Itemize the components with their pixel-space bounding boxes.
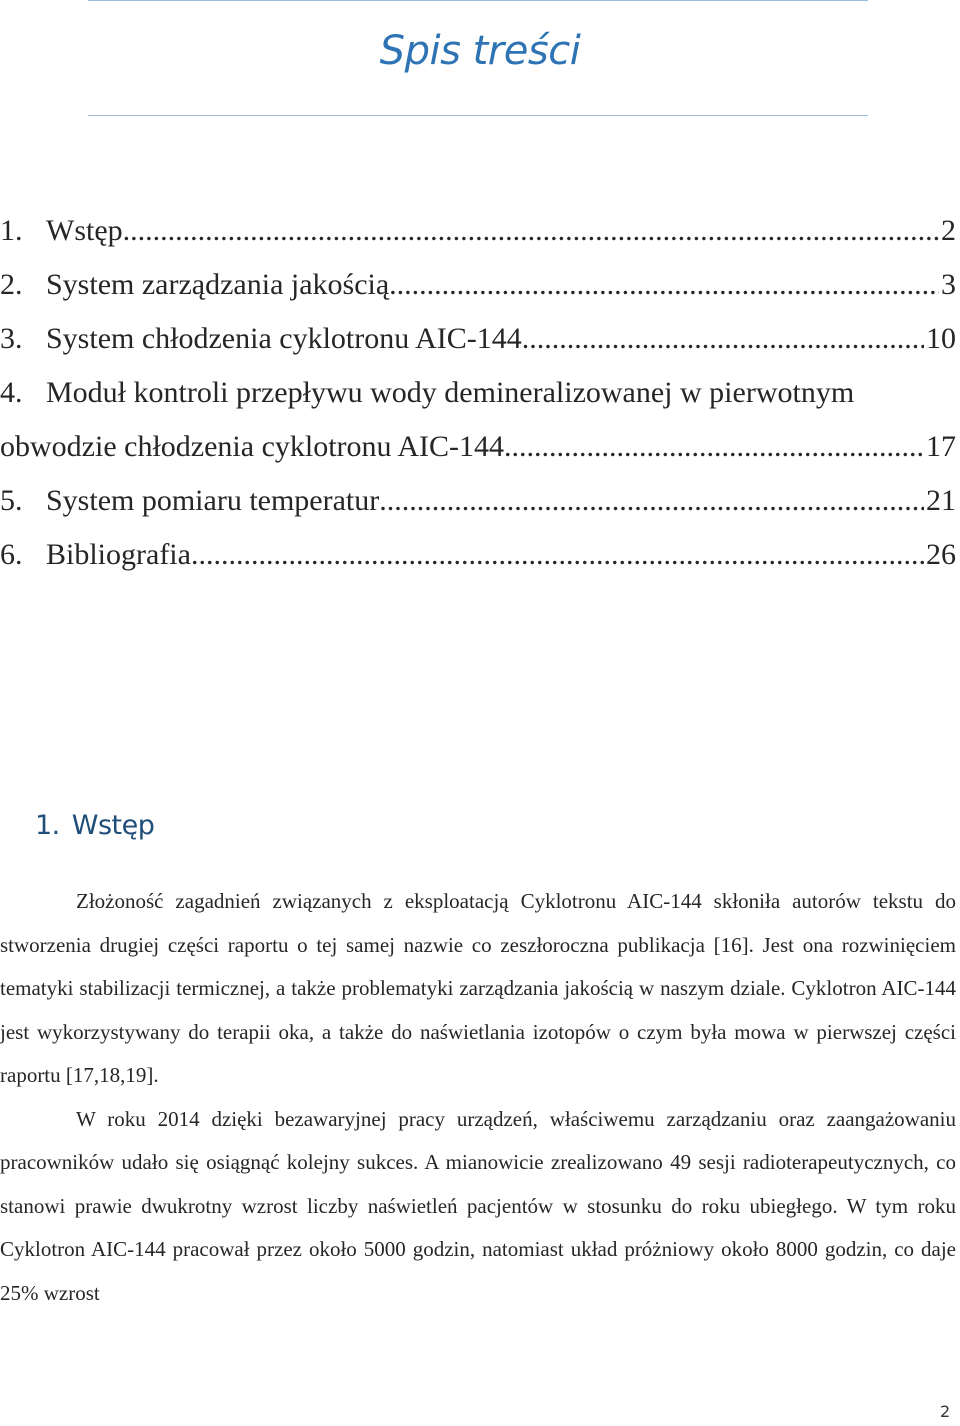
toc-entry-wstep[interactable] xyxy=(0,208,956,262)
toc-entry-page: 26 xyxy=(926,538,956,571)
toc-entry-title-line1: Moduł kontroli przepływu wody demineralizowanej w pierwotnym xyxy=(46,376,855,409)
toc-leader-dots xyxy=(191,532,924,578)
paragraph: Złożoność zagadnień związanych z eksploatacją Cyklotronu AIC-144 skłoniła autorów tekstu do stworzenia drugiej części raportu o tej samej nazwie co zeszłoroczna publikacja [16]. Jest ona rozwinięciem tematyki stabilizacji termicznej, a także problematyki zarządzania jakością w naszym dziale. Cyklotron AIC-144 jest wykorzystywany do terapii oka, a także do naświetlania izotopów o czym była mowa w pierwszej części raportu [17,18,19]. xyxy=(0,889,956,1087)
section-title: Wstęp xyxy=(71,810,155,841)
toc-entry-number: 4. xyxy=(0,376,23,409)
section-number: 1. xyxy=(35,810,60,841)
toc-entry-number: 5. xyxy=(0,484,23,517)
toc-entry-bibliografia[interactable] xyxy=(0,532,956,586)
table-of-contents xyxy=(0,208,956,586)
toc-entry-system-chlodzenia[interactable] xyxy=(0,316,956,370)
title-bottom-rule xyxy=(88,115,868,116)
toc-title: Spis treści xyxy=(379,28,581,74)
toc-entry-page: 3 xyxy=(941,268,956,301)
toc-entry-page: 10 xyxy=(926,322,956,355)
toc-entry-title: System zarządzania jakością xyxy=(46,268,390,301)
toc-leader-dots xyxy=(379,478,924,524)
toc-entry-number: 2. xyxy=(0,268,23,301)
toc-entry-page: 2 xyxy=(941,214,956,247)
toc-leader-dots xyxy=(123,208,939,254)
title-top-rule xyxy=(88,0,868,1)
toc-entry-title-line2: obwodzie chłodzenia cyklotronu AIC-144. xyxy=(0,430,512,463)
toc-entry-title: Wstęp xyxy=(46,214,123,247)
section-body xyxy=(0,880,956,1315)
toc-entry-system-pomiaru[interactable] xyxy=(0,478,956,532)
toc-entry-system-zarzadzania[interactable] xyxy=(0,262,956,316)
toc-entry-title: Bibliografia xyxy=(46,538,191,571)
toc-entry-number: 1. xyxy=(0,214,23,247)
toc-leader-dots xyxy=(512,424,924,470)
toc-entry-title: System chłodzenia cyklotronu AIC-144. xyxy=(46,322,530,355)
toc-entry-number: 3. xyxy=(0,322,23,355)
toc-entry-page: 21 xyxy=(926,484,956,517)
section-heading xyxy=(35,810,154,841)
toc-entry-modul-kontroli[interactable] xyxy=(0,370,956,478)
paragraph: W roku 2014 dzięki bezawaryjnej pracy urządzeń, właściwemu zarządzaniu oraz zaangażowaniu pracowników udało się osiągnąć kolejny sukces. A mianowicie zrealizowano 49 sesji radioterapeutycznych, co stanowi prawie dwukrotny wzrost liczby naświetleń pacjentów w stosunku do roku ubiegłego. W tym roku Cyklotron AIC-144 pracował przez około 5000 godzin, natomiast układ próżniowy około 8000 godzin, co daje 25% wzrost xyxy=(0,1106,956,1305)
toc-leader-dots xyxy=(389,262,939,308)
page-number: 2 xyxy=(940,1402,951,1421)
toc-leader-dots xyxy=(529,316,924,362)
toc-entry-number: 6. xyxy=(0,538,23,571)
toc-entry-title: System pomiaru temperatur xyxy=(46,484,380,517)
toc-entry-page: 17 xyxy=(926,430,956,463)
